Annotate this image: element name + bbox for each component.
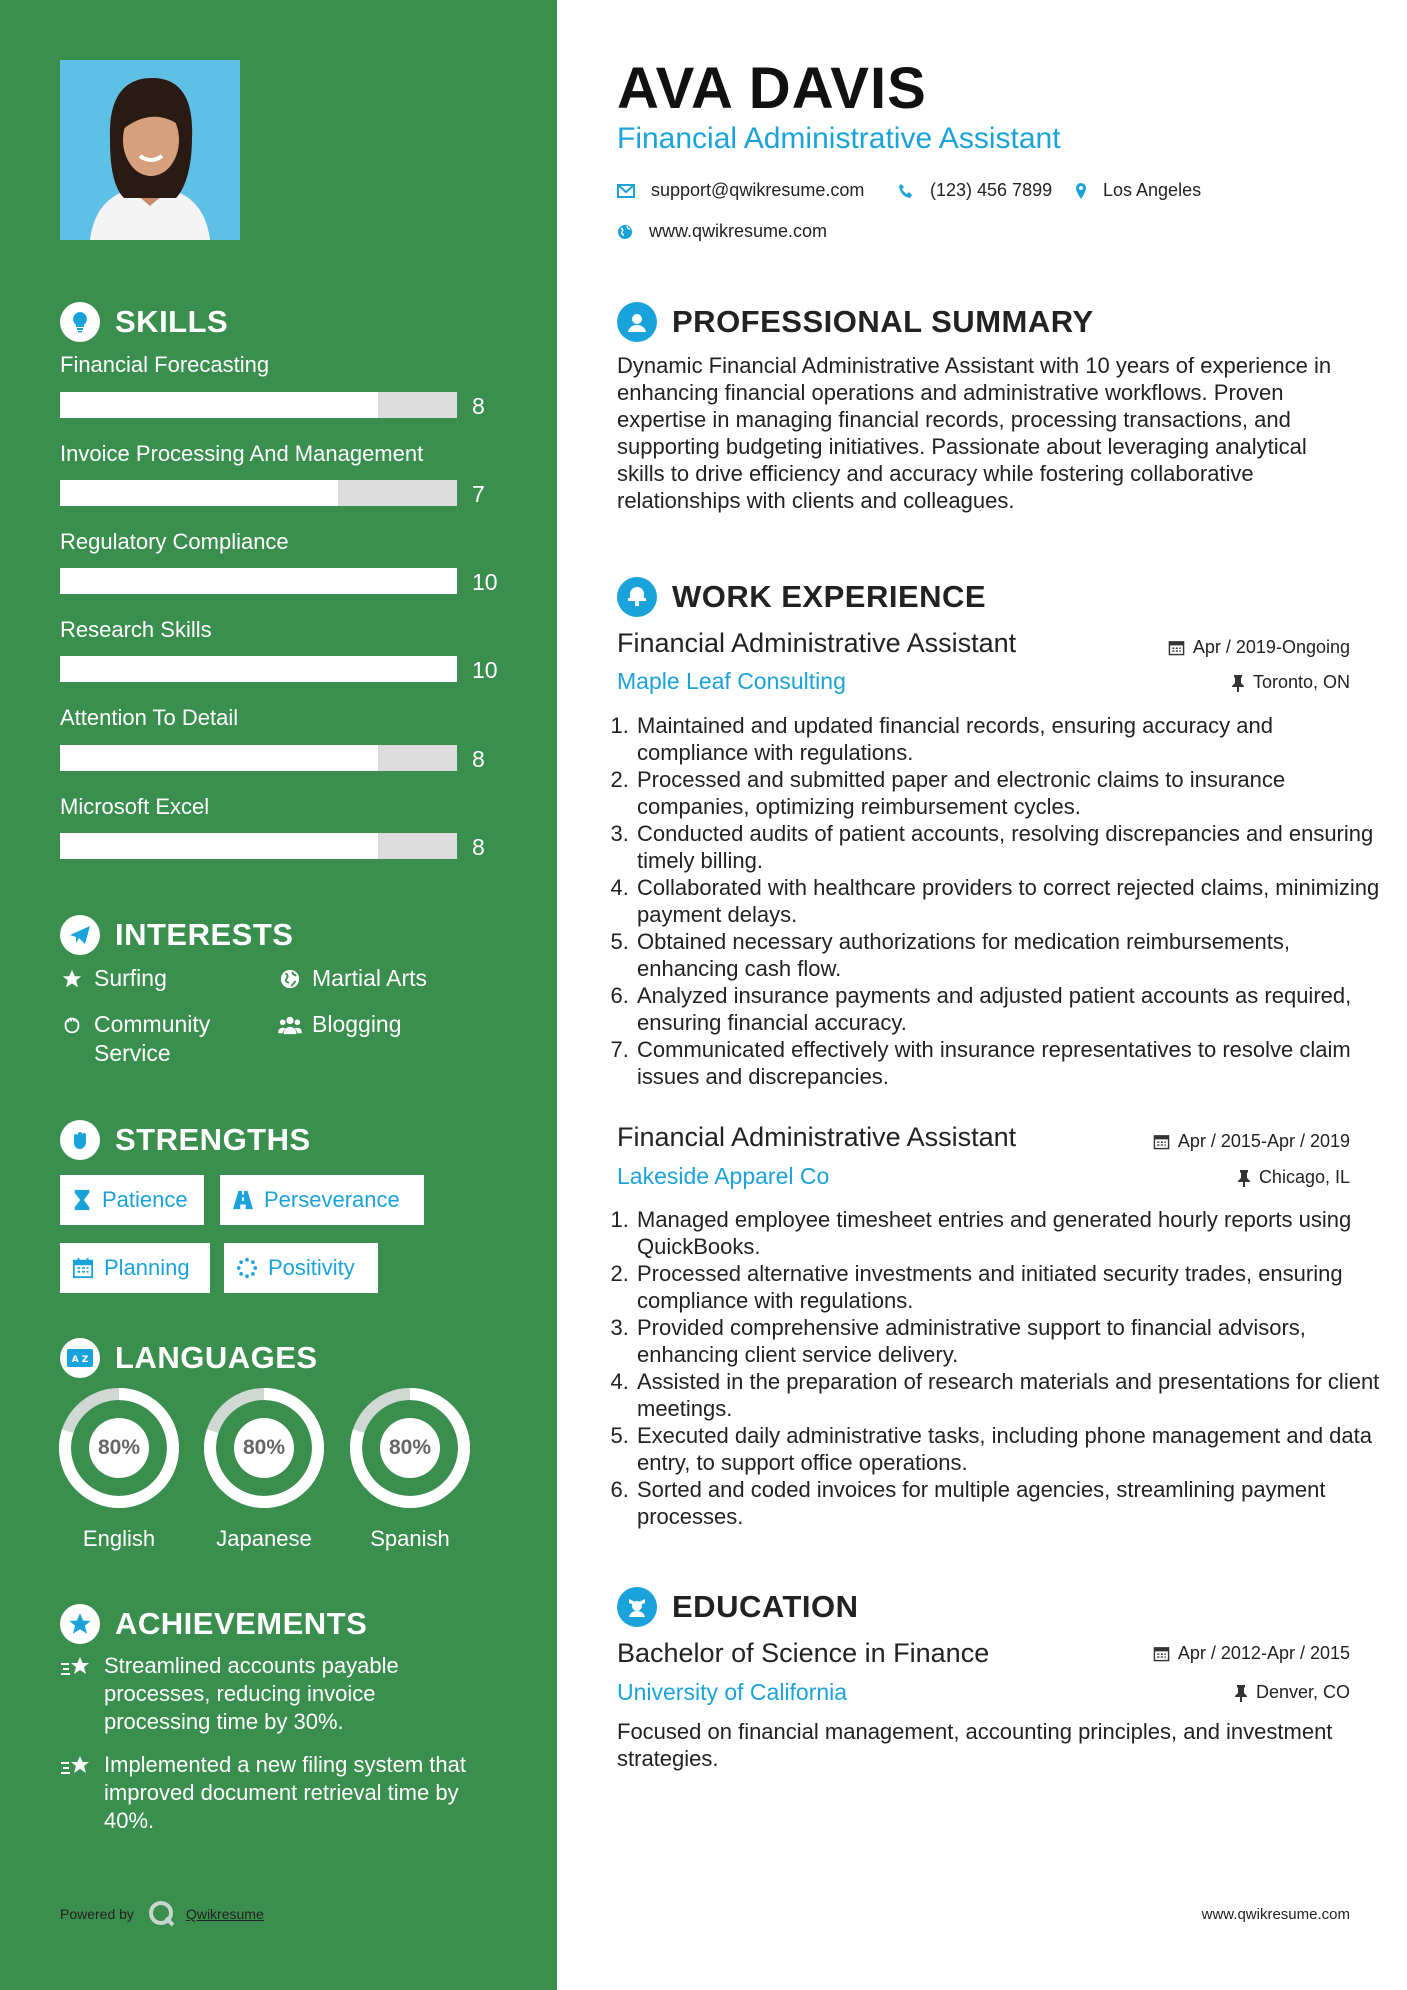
- skill-value: 10: [472, 657, 498, 683]
- svg-text:A Z: A Z: [71, 1355, 89, 1365]
- language-percent: 80%: [234, 1418, 294, 1478]
- skill-bar-fill: [60, 480, 338, 506]
- language-name: Spanish: [370, 1526, 450, 1551]
- interest-label: Community Service: [94, 1011, 211, 1066]
- education-dates-text: Apr / 2012-Apr / 2015: [1177, 1643, 1350, 1663]
- strength-chip: [60, 1175, 204, 1225]
- languages-title: LANGUAGES: [115, 1340, 318, 1375]
- job-bullet: 2. Processed alternative investments and initiated security trades, ensuring compliance with regulations.: [635, 1260, 1380, 1314]
- skill-value: 7: [472, 481, 485, 507]
- education-header: [617, 1587, 858, 1627]
- job-bullet: 7. Communicated effectively with insurance representatives to resolve claim issues and discrepancies.: [635, 1036, 1380, 1090]
- website-text: www.qwikresume.com: [649, 221, 828, 241]
- contact-website[interactable]: [617, 221, 827, 242]
- job-bullet: 6. Analyzed insurance payments and adjusted patient accounts as required, ensuring financial accuracy.: [635, 982, 1380, 1036]
- skills-header: [60, 302, 228, 342]
- education-description: Focused on financial management, accounting principles, and investment strategies.: [617, 1719, 1333, 1771]
- contact-phone[interactable]: [898, 180, 1052, 201]
- job-location-text: Toronto, ON: [1252, 672, 1350, 692]
- skill-bar: [60, 392, 457, 418]
- language-item: [59, 1388, 179, 1552]
- users-icon: [278, 1010, 302, 1039]
- profile-photo: [60, 60, 240, 240]
- interest-item: [60, 964, 167, 993]
- qwikresume-link[interactable]: Qwikresume: [185, 1906, 264, 1922]
- language-item: [350, 1388, 470, 1552]
- language-ring: [59, 1388, 179, 1508]
- job-bullet: 3. Provided comprehensive administrative support to financial advisors, enhancing client service delivery.: [635, 1314, 1380, 1368]
- calendar-icon: [72, 1257, 94, 1279]
- summary-text: Dynamic Financial Administrative Assistant with 10 years of experience in enhancing financial operations and administrative workflows. Proven expertise in managing financial records, processing transactions, and supporting budgeting initiatives. Passionate about leveraging analytical skills to drive efficiency and accuracy while fostering collaborative relationships with clients and colleagues.: [617, 353, 1332, 513]
- skill-bar: [60, 745, 457, 771]
- job-bullet: 3. Conducted audits of patient accounts, resolving discrepancies and ensuring timely billing.: [635, 820, 1380, 874]
- strengths-title: STRENGTHS: [115, 1122, 311, 1157]
- hourglass-icon: [72, 1189, 92, 1211]
- languages-header: [60, 1338, 318, 1378]
- job-dates-text: Apr / 2019-Ongoing: [1192, 637, 1350, 657]
- graduation-icon: [617, 1587, 657, 1627]
- interest-label: Surfing: [94, 965, 167, 991]
- education-location: [1234, 1682, 1350, 1703]
- skill-bar-fill: [60, 833, 378, 859]
- achievement-item: [60, 1652, 480, 1736]
- job-company: Maple Leaf Consulting: [617, 668, 846, 694]
- job-company: Lakeside Apparel Co: [617, 1163, 830, 1189]
- strengths-header: [60, 1120, 311, 1160]
- achievements-header: [60, 1604, 367, 1644]
- contact-email[interactable]: [617, 180, 864, 201]
- language-icon: [60, 1338, 100, 1378]
- interest-label: Martial Arts: [312, 965, 428, 991]
- globe-icon: [278, 964, 302, 993]
- job-bullet: 1. Managed employee timesheet entries and generated hourly reports using QuickBooks.: [635, 1206, 1380, 1260]
- skill-bar-fill: [60, 392, 378, 418]
- user-icon: [617, 302, 657, 342]
- job-bullet: 5. Obtained necessary authorizations for medication reimbursements, enhancing cash flow.: [635, 928, 1380, 982]
- globe-icon: [617, 224, 633, 240]
- job-bullets: [610, 712, 1380, 1090]
- powered-by-label: Powered by: [60, 1906, 134, 1922]
- summary-title: PROFESSIONAL SUMMARY: [672, 304, 1094, 339]
- skill-name: Financial Forecasting: [60, 352, 270, 377]
- email-text: support@qwikresume.com: [651, 180, 865, 200]
- lightbulb-icon: [60, 302, 100, 342]
- footer-website[interactable]: www.qwikresume.com: [1201, 1906, 1350, 1923]
- strength-chip: [220, 1175, 424, 1225]
- fist-icon: [60, 1120, 100, 1160]
- job-bullet: 2. Processed and submitted paper and electronic claims to insurance companies, optimizing reimbursement cycles.: [635, 766, 1380, 820]
- skill-value: 8: [472, 746, 485, 772]
- calendar-icon: [1168, 639, 1185, 656]
- road-icon: [232, 1190, 254, 1210]
- skill-name: Attention To Detail: [60, 705, 239, 730]
- summary-header: [617, 302, 1094, 342]
- job-dates: [1168, 637, 1350, 658]
- achievements-title: ACHIEVEMENTS: [115, 1606, 368, 1641]
- interests-title: INTERESTS: [115, 917, 294, 952]
- pushpin-icon: [1237, 1169, 1251, 1187]
- job-bullet: 6. Sorted and coded invoices for multiple agencies, streamlining payment processes.: [635, 1476, 1380, 1530]
- candidate-role: Financial Administrative Assistant: [617, 122, 1061, 155]
- briefcase-icon: [617, 577, 657, 617]
- job-dates-text: Apr / 2015-Apr / 2019: [1177, 1131, 1350, 1151]
- strength-label: Positivity: [268, 1255, 355, 1280]
- qwikresume-logo-icon: [148, 1900, 176, 1928]
- sidebar: [0, 0, 557, 1990]
- powered-by: [60, 1900, 264, 1928]
- achievement-item: [60, 1751, 480, 1835]
- language-ring: [204, 1388, 324, 1508]
- skill-name: Microsoft Excel: [60, 794, 210, 819]
- strength-label: Patience: [102, 1187, 188, 1212]
- strength-label: Perseverance: [264, 1187, 400, 1212]
- experience-header: [617, 577, 986, 617]
- strength-chip: [224, 1243, 378, 1293]
- skill-name: Research Skills: [60, 617, 212, 642]
- calendar-icon: [1153, 1133, 1170, 1150]
- job-location-text: Chicago, IL: [1258, 1167, 1350, 1187]
- skill-name: Regulatory Compliance: [60, 529, 289, 554]
- skill-value: 8: [472, 393, 485, 419]
- interest-label: Blogging: [312, 1011, 402, 1037]
- interest-item: [278, 964, 427, 993]
- contact-location: [1075, 180, 1201, 201]
- skill-bar: [60, 656, 457, 682]
- map-pin-icon: [1075, 182, 1087, 200]
- school-name: University of California: [617, 1679, 848, 1705]
- interest-item: [60, 1010, 260, 1068]
- job-bullet: 1. Maintained and updated financial records, ensuring accuracy and compliance with regulations.: [635, 712, 1380, 766]
- job-dates: [1153, 1131, 1350, 1152]
- shooting-star-icon: [60, 1652, 92, 1736]
- pushpin-icon: [1234, 1684, 1248, 1702]
- star-icon: [60, 964, 84, 993]
- spinner-icon: [236, 1257, 258, 1279]
- degree-title: Bachelor of Science in Finance: [617, 1638, 990, 1668]
- language-percent: 80%: [380, 1418, 440, 1478]
- skill-bar-fill: [60, 745, 378, 771]
- calendar-icon: [1153, 1645, 1170, 1662]
- envelope-icon: [617, 184, 635, 198]
- language-item: [204, 1388, 324, 1552]
- location-text: Los Angeles: [1103, 180, 1202, 200]
- experience-title: WORK EXPERIENCE: [672, 579, 987, 614]
- star-badge-icon: [60, 1604, 100, 1644]
- job-title: Financial Administrative Assistant: [617, 628, 1017, 658]
- achievement-text: Implemented a new filing system that improved document retrieval time by 40%.: [104, 1752, 466, 1833]
- language-ring: [350, 1388, 470, 1508]
- job-location: [1231, 672, 1350, 693]
- strength-chip: [60, 1243, 210, 1293]
- strength-label: Planning: [104, 1255, 190, 1280]
- interests-header: [60, 915, 293, 955]
- skill-bar: [60, 480, 457, 506]
- skill-bar: [60, 568, 457, 594]
- job-bullet: 4. Collaborated with healthcare providers to correct rejected claims, minimizing payment delays.: [635, 874, 1380, 928]
- skill-value: 8: [472, 834, 485, 860]
- achievement-text: Streamlined accounts payable processes, reducing invoice processing time by 30%.: [104, 1653, 399, 1734]
- skill-value: 10: [472, 569, 498, 595]
- language-name: English: [82, 1526, 156, 1551]
- candidate-name: AVA DAVIS: [617, 56, 927, 121]
- shooting-star-icon: [60, 1751, 92, 1835]
- language-name: Japanese: [216, 1526, 312, 1551]
- education-location-text: Denver, CO: [1255, 1682, 1350, 1702]
- job-bullet: 5. Executed daily administrative tasks, including phone management and data entry, to support office operations.: [635, 1422, 1380, 1476]
- paper-plane-icon: [60, 915, 100, 955]
- skill-bar: [60, 833, 457, 859]
- hand-icon: [60, 1010, 84, 1039]
- phone-text: (123) 456 7899: [930, 180, 1053, 200]
- interest-item: [278, 1010, 402, 1039]
- skill-name: Invoice Processing And Management: [60, 441, 424, 466]
- job-title: Financial Administrative Assistant: [617, 1122, 1017, 1152]
- skills-title: SKILLS: [115, 304, 229, 339]
- language-percent: 80%: [89, 1418, 149, 1478]
- skill-bar-fill: [60, 568, 457, 594]
- job-bullet: 4. Assisted in the preparation of research materials and presentations for client meetings.: [635, 1368, 1380, 1422]
- pushpin-icon: [1231, 674, 1245, 692]
- education-title: EDUCATION: [672, 1589, 859, 1624]
- job-location: [1237, 1167, 1350, 1188]
- skill-bar-fill: [60, 656, 457, 682]
- education-dates: [1153, 1643, 1350, 1664]
- job-bullets: [610, 1206, 1380, 1530]
- phone-icon: [898, 183, 914, 199]
